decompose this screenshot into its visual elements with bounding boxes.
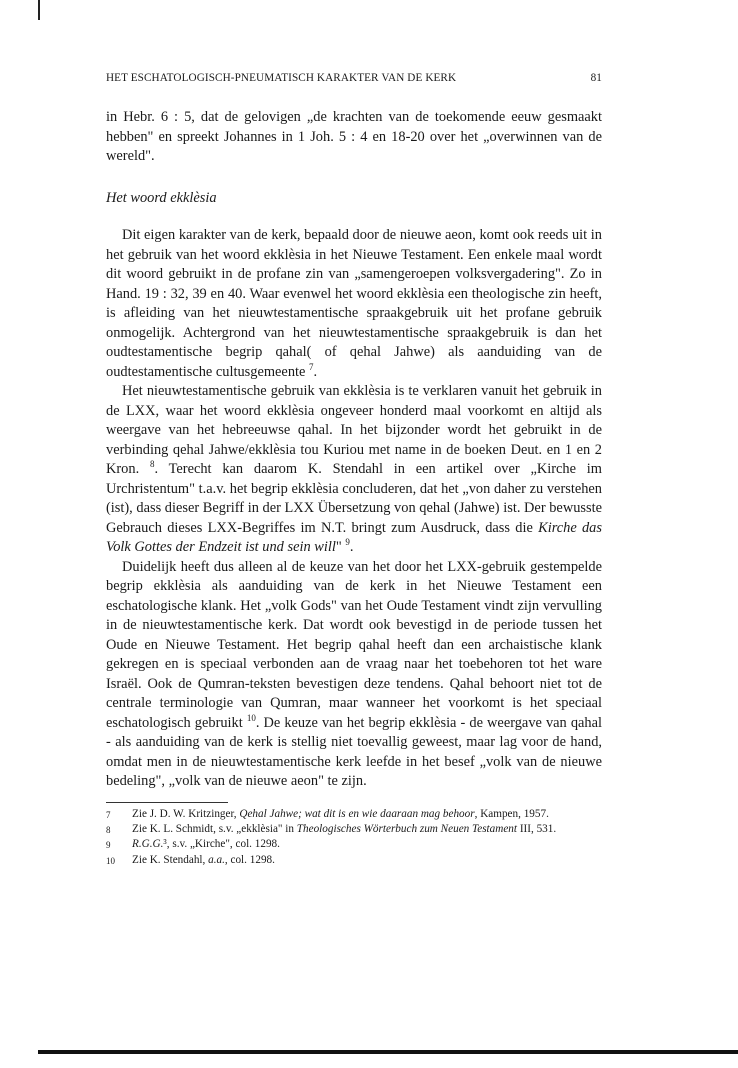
footnote-text: [132, 807, 602, 822]
footnote-text: [132, 822, 602, 837]
footnote-text-post: III, 531.: [517, 822, 557, 835]
paragraph-3: [106, 558, 602, 792]
footnote-text-pre: Zie K. Stendahl,: [132, 853, 209, 866]
footnote-ref-10: 10: [246, 712, 256, 723]
footnote-text-post: , Kampen, 1957.: [474, 807, 549, 820]
paragraph-2-end: .: [349, 539, 354, 555]
paragraph-2-italic: Kirche das Volk Gottes der Endzeit ist und sein will: [106, 519, 602, 555]
footnote-text-pre: Zie J. D. W. Kritzinger,: [132, 807, 240, 820]
footnote-number: 10: [106, 855, 115, 866]
footnote-ref-8: 8: [149, 459, 155, 470]
footnote: [106, 822, 602, 837]
running-head-title: HET ESCHATOLOGISCH-PNEUMATISCH KARAKTER VAN DE KERK: [106, 72, 457, 84]
paragraph-1: [106, 226, 602, 382]
paragraph-1-end: .: [313, 363, 318, 380]
footnote-text-pre: Zie K. L. Schmidt, s.v. „ekklèsia" in: [132, 822, 297, 835]
footnote-text: [132, 853, 602, 868]
page-number: 81: [590, 72, 602, 84]
body-text: [106, 108, 602, 792]
footnote-ref-9: 9: [345, 537, 350, 548]
footnote-text-post: , col. 1298.: [224, 853, 275, 866]
paragraph-3-text-a: Duidelijk heeft dus alleen al de keuze van het door het LXX-gebruik gestempelde begrip ekklèsia als aanduiding van de kerk in het Nieuwe Testament een eschatologische klank. Het „volk Gods" van het Oude Testament vindt zijn vervulling in de nieuwtestamentische kerk. Dat wordt ook bevestigd in de periode tussen het Oude en Nieuwe Testament. Het begrip qahal heeft dan een archaistische klank gekregen en is speciaal verbonden aan de vraag naar het toebehoren tot het ware Israël. Ook de Qumran-teksten bevestigen deze tendens. Qahal behoort niet tot de centrale terminologie van Qumran, maar wanneer het voorkomt is het speciaal eschatologisch gebruikt: [106, 558, 602, 731]
footnote-ref-7: 7: [309, 361, 314, 372]
scan-edge-left: [38, 0, 40, 20]
running-head: [106, 72, 602, 90]
footnotes: [106, 807, 602, 869]
footnote-title: Theologisches Wörterbuch zum Neuen Testament: [296, 822, 518, 835]
footnote-text: [132, 837, 602, 852]
paragraph-3-text-b: . De keuze van het begrip ekklèsia - de weergave van qahal - als aanduiding van de kerk is stellig niet toevallig geweest, maar lag voor de hand, omdat men in de nieuwtestamentische kerk leefde in het besef „volk van de nieuwe bedeling", „volk van de nieuwe aeon" te zijn.: [106, 714, 602, 789]
footnote: [106, 807, 602, 822]
footnote-title: R.G.G.: [132, 838, 164, 851]
paragraph-2-text-a: Het nieuwtestamentische gebruik van ekklèsia is te verklaren vanuit het gebruik in de LXX, waar het woord ekklèsia ongeveer honderd maal voorkomt en altijd als weergave van het hebreeuwse qahal. In het bijzonder wordt het gebruikt in de verbinding qehal Jahwe/ekklèsia tou Kuriou met name in de boeken Deut. en 1 en 2 Kron.: [106, 383, 602, 477]
book-page: [106, 72, 602, 868]
footnote-number: 7: [106, 809, 111, 820]
paragraph-1-text: Dit eigen karakter van de kerk, bepaald door de nieuwe aeon, komt ook reeds uit in het gebruik van het woord ekklèsia in het Nieuwe Testament. Een enkele maal wordt dit woord gebruikt in de profane zin van „samengeroepen volksvergadering". Zo in Hand. 19 : 32, 39 en 40. Waar evenwel het woord ekklèsia een theologische zin heeft, is afleiding van het nieuwtestamentische spraakgebruik uit het profane gebruik onmogelijk. Achtergrond van het nieuwtestamentische spraakgebruik is dan het oudtestamentische begrip qahal( of qehal Jahwe) als aanduiding van de oudtestamentische cultusgemeente: [106, 227, 602, 380]
footnote-text-post: ³, s.v. „Kirche", col. 1298.: [163, 838, 280, 851]
footnote-title: a.a.: [208, 853, 225, 866]
paragraph-2-text-b: . Terecht kan daarom K. Stendahl in een artikel over „Kirche im Urchristentum" t.a.v. het begrip ekklèsia concluderen, dat het „von daher zu verstehen (ist), dass dieser Begriff in der LXX Übersetzung von qehal (Jahwe) ist. Der bewusste Gebrauch dieses LXX-Begriffes im N.T. bringt zum Ausdruck, dass die: [106, 461, 602, 536]
section-heading: Het woord ekklèsia: [106, 189, 217, 206]
scan-edge-bottom: [38, 1050, 738, 1054]
footnote: [106, 837, 602, 852]
paragraph-2-text-c: ": [335, 539, 346, 555]
footnote-rule: [106, 802, 228, 803]
footnote-number: 8: [106, 824, 111, 835]
paragraph-2: [106, 382, 602, 558]
footnote: [106, 853, 602, 868]
footnote-title: Qehal Jahwe; wat dit is en wie daaraan mag behoor: [239, 807, 475, 820]
footnote-number: 9: [106, 840, 111, 851]
intro-paragraph: in Hebr. 6 : 5, dat de gelovigen „de krachten van de toekomende eeuw gesmaakt hebben" en spreekt Johannes in 1 Joh. 5 : 4 en 18-20 over het „overwinnen van de wereld".: [106, 109, 602, 164]
